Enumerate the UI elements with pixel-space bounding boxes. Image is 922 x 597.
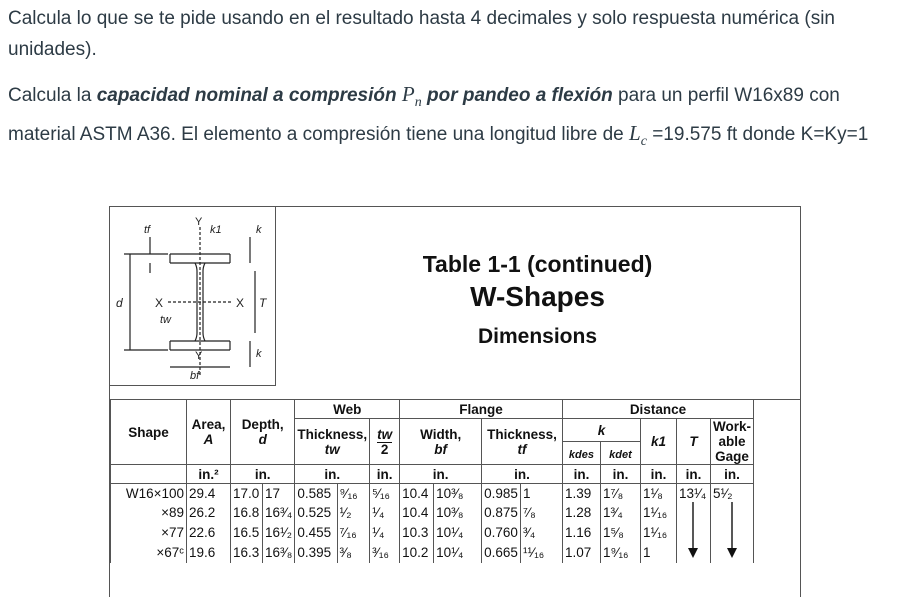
shape-cell: ×67ᶜ <box>111 543 187 563</box>
lc-symbol: $L_c$ <box>629 121 647 150</box>
unit: in. <box>295 465 370 484</box>
cell: 10.4 <box>400 502 434 522</box>
cell: 1 <box>640 543 676 563</box>
problem-bold-b: por pandeo a flexión <box>421 85 613 106</box>
col-flange-thickness: Thickness, tf <box>482 419 563 465</box>
cell: ⁵⁄₁₆ <box>370 484 400 503</box>
cell: 16³⁄₈ <box>263 543 295 563</box>
cell: 0.760 <box>482 522 521 542</box>
group-web: Web <box>295 400 400 419</box>
cell: 1.07 <box>562 543 600 563</box>
shape-cell: ×89 <box>111 502 187 522</box>
table-header-area <box>110 207 800 400</box>
svg-text:X: X <box>236 296 245 310</box>
svg-text:T: T <box>259 296 267 310</box>
cell: 1⁵⁄₈ <box>600 522 640 542</box>
problem-bold-a: capacidad nominal a compresión <box>96 85 402 106</box>
unit: in. <box>482 465 563 484</box>
cell: 10³⁄₈ <box>434 484 482 503</box>
cell: 10¹⁄₄ <box>434 522 482 542</box>
cell: 17.0 <box>231 484 263 503</box>
cell: 1.16 <box>562 522 600 542</box>
cell: 10³⁄₈ <box>434 502 482 522</box>
down-arrow-icon <box>725 502 739 560</box>
col-gage: Work- able Gage <box>710 419 753 465</box>
col-flange-width: Width, bf <box>400 419 482 465</box>
cell: ³⁄₈ <box>337 543 370 563</box>
svg-text:k: k <box>256 348 262 360</box>
cell: ⁷⁄₈ <box>520 502 562 522</box>
problem-statement <box>8 79 908 157</box>
steel-table-image <box>109 206 801 597</box>
cell: 0.665 <box>482 543 521 563</box>
table-section: Dimensions <box>477 325 598 348</box>
cell: 29.4 <box>187 484 231 503</box>
cell: 16.5 <box>231 522 263 542</box>
problem-text-a: Calcula la <box>8 85 97 106</box>
unit: in. <box>640 465 676 484</box>
cell: ⁷⁄₁₆ <box>337 522 370 542</box>
cell: 0.455 <box>295 522 337 542</box>
svg-text:Y: Y <box>195 350 203 362</box>
cell: ³⁄₄ <box>520 522 562 542</box>
table-row <box>111 484 754 503</box>
cell: 0.525 <box>295 502 337 522</box>
cell: 10.2 <box>400 543 434 563</box>
pn-symbol: $P_n$ <box>401 82 422 111</box>
cell: 0.875 <box>482 502 521 522</box>
shape-cell: ×77 <box>111 522 187 542</box>
unit: in. <box>562 465 600 484</box>
unit: in. <box>370 465 400 484</box>
cell: 16³⁄₄ <box>263 502 295 522</box>
table-row <box>111 522 754 542</box>
cell: 0.395 <box>295 543 337 563</box>
cell: 1⁹⁄₁₆ <box>600 543 640 563</box>
unit: in. <box>676 465 710 484</box>
svg-text:X: X <box>155 296 164 310</box>
t-arrow-cell <box>676 502 710 563</box>
cell: 1¹⁄₈ <box>640 484 676 503</box>
cell: 22.6 <box>187 522 231 542</box>
cell: 1¹⁄₁₆ <box>640 502 676 522</box>
svg-text:tf: tf <box>144 224 151 236</box>
group-flange: Flange <box>400 400 563 419</box>
table-row <box>111 543 754 563</box>
shape-cell: W16×100 <box>111 484 187 503</box>
cell: 10.4 <box>400 484 434 503</box>
cell: 1¹⁄₁₆ <box>640 522 676 542</box>
cell: ⁹⁄₁₆ <box>337 484 370 503</box>
table-title: Table 1-1 (continued) <box>422 251 653 277</box>
col-T: T <box>676 419 710 465</box>
cell: 1⁷⁄₈ <box>600 484 640 503</box>
cell: 13¹⁄₄ <box>676 484 710 503</box>
svg-text:k1: k1 <box>210 224 222 236</box>
cell: 19.6 <box>187 543 231 563</box>
col-web-thickness: Thickness, tw <box>295 419 370 465</box>
col-k: k <box>562 419 640 442</box>
gage-arrow-cell <box>710 502 753 563</box>
unit: in. <box>231 465 295 484</box>
cell: ¹⁄₂ <box>337 502 370 522</box>
cell: 10.3 <box>400 522 434 542</box>
cell: ³⁄₁₆ <box>370 543 400 563</box>
dimensions-table <box>110 399 754 563</box>
unit: in. <box>400 465 482 484</box>
problem-text-c: =19.575 ft donde K=Ky=1 <box>646 124 869 146</box>
cell: 17 <box>263 484 295 503</box>
problem-text-b: para un perfil W16x89 con material ASTM A36. El elemento a compresión tiene una longitud libre de <box>8 85 840 146</box>
col-kdet: kdet <box>600 442 640 465</box>
cell: 1.39 <box>562 484 600 503</box>
cell: 0.985 <box>482 484 521 503</box>
w-shape-figure <box>110 207 276 386</box>
unit: in.² <box>187 465 231 484</box>
cell: 5¹⁄₂ <box>710 484 753 503</box>
cell: 1.28 <box>562 502 600 522</box>
col-kdes: kdes <box>562 442 600 465</box>
cell: 16¹⁄₂ <box>263 522 295 542</box>
col-k1: k1 <box>640 419 676 465</box>
cell: 10¹⁄₄ <box>434 543 482 563</box>
cell: 16.8 <box>231 502 263 522</box>
cell: ¹¹⁄₁₆ <box>520 543 562 563</box>
down-arrow-icon <box>686 502 700 560</box>
svg-text:tw: tw <box>160 314 171 326</box>
col-depth: Depth, d <box>231 400 295 465</box>
cell: 1³⁄₄ <box>600 502 640 522</box>
svg-text:d: d <box>116 296 123 310</box>
units-row <box>111 465 754 484</box>
unit: in. <box>710 465 753 484</box>
w-shape-diagram <box>110 207 275 385</box>
unit-shape <box>111 465 187 484</box>
table-row <box>111 502 754 522</box>
cell: ¹⁄₄ <box>370 522 400 542</box>
instruction-text <box>8 3 908 65</box>
svg-text:bf: bf <box>190 370 200 382</box>
svg-text:k: k <box>256 224 262 236</box>
cell: 26.2 <box>187 502 231 522</box>
col-area: Area, A <box>187 400 231 465</box>
cell: 16.3 <box>231 543 263 563</box>
cell: 1 <box>520 484 562 503</box>
table-subtitle: W-Shapes <box>470 281 605 312</box>
group-header-row <box>111 400 754 419</box>
svg-text:Y: Y <box>195 216 203 228</box>
group-distance: Distance <box>562 400 753 419</box>
cell: ¹⁄₄ <box>370 502 400 522</box>
unit: in. <box>600 465 640 484</box>
col-shape: Shape <box>111 400 187 465</box>
col-tw-half: tw 2 <box>370 419 400 465</box>
instruction-line: Calcula lo que se te pide usando en el resultado hasta 4 decimales y solo respuesta numérica (sin unidades). <box>8 8 835 60</box>
cell: 0.585 <box>295 484 337 503</box>
